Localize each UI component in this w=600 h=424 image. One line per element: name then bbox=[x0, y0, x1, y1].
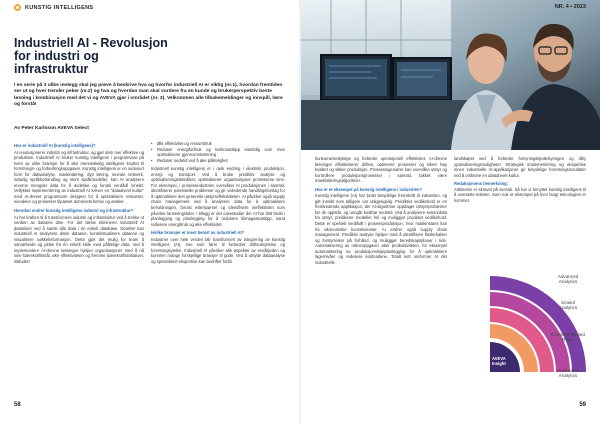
benefit-item: • Reduser energiforbruk og karbonutslipp samtidig som man optimaliserer gjennomstrømning bbox=[151, 147, 285, 158]
paragraph: konkurransedyktige og forbedre operasjonell effektivitet. AI-drevne løsninger effektiviserer driften, optimerer prosesser og sikrer høy kvalitet og sikker produksjon. Prosessingeniører kan overvåke utstyr og kontrollere produksjonsprosesser i sanntid, takket være maskinlæringsalgoritmer. bbox=[315, 156, 447, 184]
question-heading: Hvilke bransjer er mest berørt av industriell AI? bbox=[151, 230, 245, 236]
diagram-center-label: AVEVA Insight bbox=[492, 356, 506, 366]
aveva-insight-diagram bbox=[450, 262, 598, 390]
paragraph: Kunstig intelligens (AI) har brakt betydelige fremskritt til industrien, og gitt innsikt som tidligere var utilgjengelig. Prediktivt vedlikehold er en fremtredende applikasjon, der AI-algoritmer oppdager utstyrsproblemer før de oppstår, og unngår kostbar nedetid. Ved å analysere sensordata fra utstyr, predikerer modeller feil og muliggjør proaktivt vedlikehold. Dette er spesielt verdifullt i prosessproduksjon, hvor maskinstans kan ha økonomiske konsekvenser. AI endrer også supply chain management. Prediktiv analyse hjelper med å identifisere flaskehalser og forstyrrelser på forhånd, og muliggjør beredskapsplaner i tide. Automatisering av rutineoppgaver øker produktiviteten, for eksempel automatisering av produksjonslinjeplanlegging for å optimalisere lagernivåer og redusere kostnadene. Totalt sett omformer AI det industrielle bbox=[315, 193, 447, 265]
editor-remark: Artikkelen er skrevet på svensk. Så har vi benyttet kunstig intelligens til å oversette teksten. Som nok et eksempel på hvor langt teknologien er kommet. bbox=[454, 186, 586, 203]
benefit-list bbox=[151, 141, 285, 163]
paragraph: Industrier over hele verden blir transformert av integrering av kunstig intelligens (AI), noe som fører til forbedret driftsutnyttelse og forretningsytelse. Industriell AI påvirker alle aspekter av verdikjeden og kommer mange forskjellige bransjer til gode. Ved å utnytte dataanalyse og spesialisert ekspertise kan bedrifter forbli bbox=[151, 236, 285, 264]
benefit-item: • Reduser nedetid ved å øke pålitelighet bbox=[151, 158, 285, 164]
benefit-item: • Økt effektivitet og ressursbruk bbox=[151, 141, 285, 147]
paragraph: landskapet ved å forbedre forsyningskjedestyringen og tilby optimaliseringsmuligheter. Strategisk implementering og ekspertise innen industrielle AI-applikasjoner gir betydelige forretningsresultater ved å omfavne en datadrevet kultur. bbox=[454, 156, 586, 178]
column-4 bbox=[454, 156, 586, 206]
issue-number: NR. 4 • 2023 bbox=[554, 4, 586, 10]
article-title: Industriell AI - Revolusjon for industri og infrastruktur bbox=[14, 36, 168, 76]
section-dot-icon bbox=[14, 4, 21, 11]
question-heading: Hva er et eksempel på kunstig intelligens i industrien? bbox=[315, 186, 422, 192]
column-3 bbox=[315, 156, 447, 268]
question-heading: Hvordan endrer kunstig intelligens industri og infrastruktur? bbox=[14, 208, 134, 214]
diagram-segment-label: Scaled Analytics bbox=[558, 300, 578, 311]
article-byline: Av Peter Karlsson AVEVA Select bbox=[14, 126, 89, 131]
paragraph: AI revolusjonerer industri og infrastruktur, og gjør dem mer effektive og produktive. Industriell AI bruker kunstig intelligens i programvare på tvers av ulike bransjer for å øke menneskelig intelligens knyttet til forretnings- og forbedringsoppgaver. Kunstig intelligens er en avansert form for dataanalyse, maskinlæring, dyp læring, nevrale nettverk, naturlig språkbehandling og store språkmodeller, kan AI analysere enorme mengder data for å avdekke og forutsi verdifull innsikt. Vellykket implementering av industriell AI krever en "dataalvevt kultur" med AI-drevet programvare designet for å optimalisere ressurser, eiendeler og prosesser tilpasset domenets behov og ønsker. bbox=[14, 149, 144, 205]
diagram-segment-label: Condition-Based Rules bbox=[551, 332, 585, 343]
page-number-left: 58 bbox=[14, 402, 21, 408]
section-label bbox=[14, 4, 93, 11]
diagram-segment-label: Automated Analytics bbox=[556, 368, 580, 379]
paragraph: AI har kraften til å transformere industri og infrastruktur ved å trekke ut verdien av dataene dine. For det første eliminerer industriell AI datasiloer ved å samle alle data i én enkelt database. Deretter kan industriell AI analysere disse dataene, kontekstualisere dataene og visualisere nøkkelinformasjon. Dette gjør det mulig for team å samarbeide og jobbe fra én enkelt kilde med pålitelige data. Ved å implementere AI-drevne løsninger hjelper organisasjoner med å nå sine bærekraftsmål, øke effektiviteten og fremme bærekraftsinitiativer, inkludert bbox=[14, 214, 144, 264]
page-number-right: 59 bbox=[579, 402, 586, 408]
editor-remark-title: Redaksjonens bemerkning: bbox=[454, 181, 509, 187]
question-heading: Hva er industriell AI (kunstig intelligens)? bbox=[14, 143, 96, 148]
article-lede: I en serie på 3 ulike innlegg skal jeg prøve å beskrive hva og hvorfor industriell AI er viktig (nr.1), hvordan fremtiden ser ut og hver trender peker (nr.2) og hva og hvordan man skal vurdere fra en kunde og brukerperspektiv beste løsning i kombinasjon med det vi og AVEVA gjør i området (nr. 3). Velkommen alle tilbakemeldinger og innspill, lære og forstå! bbox=[14, 83, 283, 107]
diagram-segment-label: Advanced Analytics bbox=[557, 274, 579, 285]
column-1 bbox=[14, 141, 144, 267]
section-label-text: KUNSTIG INTELLIGENS bbox=[25, 4, 94, 11]
column-2 bbox=[151, 141, 285, 267]
paragraph: Industriell kunstig intelligens er i rask endring i elektrisk produksjon, energi og transport. Ved å bruke prediktiv analyse og optimaliseringsteknikker, optimaliserer organisasjoner prosessene sine. For eksempel, i prosessindustrien overvåker AI produksjonen i sanntid, identifiserer potensielle problemer og gir veiledende handlingsforslag for å optimalisere den generelle utstyrseffektiviteten. AI påvirker også supply chain management ved å analysere data for å optimalisere beholdningen, forutsi etterspørsel og identifisere ineffektivitet som påvirker lanseringstider. I tillegg er det casestudier der AI har blitt brukt i planlegging og planlegging for å redusere klimagassutslipp, samt redusere energibruk og øke effektivitet. bbox=[151, 166, 285, 227]
left-page bbox=[0, 0, 299, 424]
